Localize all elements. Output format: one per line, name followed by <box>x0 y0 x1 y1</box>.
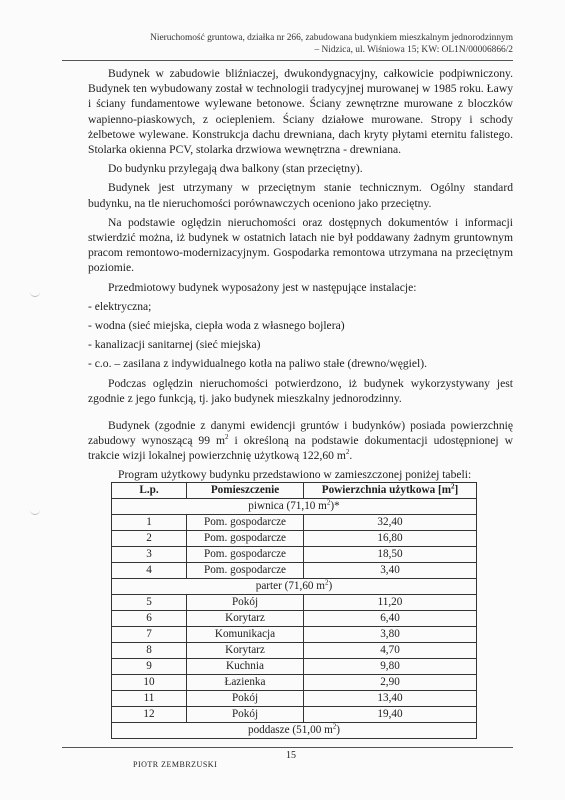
cell-lp: 10 <box>112 675 187 691</box>
page-header <box>93 32 513 56</box>
table-row <box>112 675 477 691</box>
table-caption: Program użytkowy budynku przedstawiono w zamieszczonej poniżej tabeli: <box>118 468 472 481</box>
cell-area: 6,40 <box>304 611 477 627</box>
list-item: - c.o. – zasilana z indywidualnego kotła na paliwo stałe (drewno/węgiel). <box>88 357 428 371</box>
section-row-piwnica <box>112 499 477 515</box>
section-sup: 2 <box>332 722 337 731</box>
table-row <box>112 691 477 707</box>
cell-lp: 2 <box>112 531 187 547</box>
section-end: ) <box>336 724 341 736</box>
cell-room: Korytarz <box>187 643 304 659</box>
cell-room: Pom. gospodarcze <box>187 515 304 531</box>
table-row <box>112 643 477 659</box>
table-row <box>112 595 477 611</box>
section-label <box>112 499 477 515</box>
table-row <box>112 531 477 547</box>
cell-room: Pokój <box>187 595 304 611</box>
area-text-c: . <box>349 449 353 463</box>
cell-area: 16,80 <box>304 531 477 547</box>
table-row <box>112 627 477 643</box>
paragraph-balconies: Do budynku przylegają dwa balkony (stan przeciętny). <box>108 162 363 176</box>
area-text-a: Budynek (zgodnie z danymi ewidencji gruntów i budynków) posiada powierzchnię zabudowy wynoszącą 99 m <box>88 419 513 448</box>
paragraph-area <box>88 418 513 464</box>
cell-room: Komunikacja <box>187 627 304 643</box>
cell-room: Pokój <box>187 691 304 707</box>
footer-author: PIOTR ZEMBRZUSKI <box>133 760 218 769</box>
area-header-sup: 2 <box>451 482 455 491</box>
header-line-1: Nieruchomość gruntowa, działka nr 266, zabudowana budynkiem mieszkalnym jednorodzinnym <box>150 33 513 43</box>
list-item: - wodna (sieć miejska, ciepła woda z własnego bojlera) <box>88 319 345 333</box>
column-header-lp: L.p. <box>112 483 187 499</box>
column-header-area <box>304 483 477 499</box>
section-end: )* <box>330 500 340 512</box>
cell-area: 3,80 <box>304 627 477 643</box>
cell-area: 2,90 <box>304 675 477 691</box>
cell-area: 13,40 <box>304 691 477 707</box>
punch-hole-mark <box>30 290 40 297</box>
footer-divider <box>62 747 513 748</box>
cell-lp: 8 <box>112 643 187 659</box>
section-sup: 2 <box>326 498 331 507</box>
cell-room: Kuchnia <box>187 659 304 675</box>
cell-lp: 5 <box>112 595 187 611</box>
paragraph-installations: Przedmiotowy budynek wyposażony jest w następujące instalacje: <box>108 280 417 294</box>
cell-lp: 9 <box>112 659 187 675</box>
cell-room: Korytarz <box>187 611 304 627</box>
cell-lp: 4 <box>112 563 187 579</box>
list-item: - elektryczna; <box>88 299 152 313</box>
cell-room: Pom. gospodarcze <box>187 563 304 579</box>
table-row <box>112 515 477 531</box>
cell-area: 4,70 <box>304 643 477 659</box>
section-label <box>112 579 477 595</box>
cell-room: Pokój <box>187 707 304 723</box>
section-row-parter <box>112 579 477 595</box>
paragraph-usage: Podczas oględzin nieruchomości potwierdzono, iż budynek wykorzystywany jest zgodnie z jego funkcją, tj. jako budynek mieszkalny jednorodzinny. <box>88 376 513 405</box>
section-label <box>112 723 477 739</box>
table-header-row <box>112 483 477 499</box>
area-text-b: i określoną na podstawie dokumentacji udostępnionej w trakcie wizji lokalnej powierzchnię użytkową 122,60 m <box>88 434 513 463</box>
area-sup: 2 <box>225 433 229 442</box>
document-body <box>88 66 513 468</box>
section-row-poddasze <box>112 723 477 739</box>
cell-area: 18,50 <box>304 547 477 563</box>
page-number: 15 <box>286 750 296 761</box>
cell-room: Pom. gospodarcze <box>187 531 304 547</box>
cell-lp: 12 <box>112 707 187 723</box>
area-sup-2: 2 <box>345 448 350 457</box>
cell-area: 32,40 <box>304 515 477 531</box>
list-item: - kanalizacji sanitarnej (sieć miejska) <box>88 338 261 352</box>
cell-area: 9,80 <box>304 659 477 675</box>
cell-lp: 6 <box>112 611 187 627</box>
punch-hole-mark <box>30 508 40 515</box>
header-divider <box>62 60 513 61</box>
paragraph-renovation: Na podstawie oględzin nieruchomości oraz dostępnych dokumentów i informacji stwierdzić można, iż budynek w ostatnich latach nie był poddawany żadnym gruntownym pracom remontowo-modernizacyjnym. Gospodarka remontowa utrzymana na przeciętnym poziomie. <box>88 215 513 275</box>
area-header-text: Powierzchnia użytkowa [m <box>321 484 452 496</box>
section-text: parter (71,60 m <box>255 580 326 592</box>
section-text: piwnica (71,10 m <box>248 500 327 512</box>
paragraph-construction: Budynek w zabudowie bliźniaczej, dwukondygnacyjny, całkowicie podpiwniczony. Budynek ten wybudowany został w technologii tradycyjnej murowanej w 1985 roku. Ławy i ściany fundamentowe wylewane betonowe. Ściany zewnętrzne murowane z bloczków wapienno-piaskowych, z ociepleniem. Ściany działowe murowane. Stropy i schody żelbetowe wylewane. Konstrukcja dachu drewniana, dach kryty płytami eternitu falistego. Stolarka okienna PCV, stolarka drzwiowa wewnętrzna - drewniana. <box>88 67 513 157</box>
cell-area: 3,40 <box>304 563 477 579</box>
column-header-room: Pomieszczenie <box>187 483 304 499</box>
cell-room: Łazienka <box>187 675 304 691</box>
section-end: ) <box>328 580 333 592</box>
table-row <box>112 659 477 675</box>
cell-lp: 11 <box>112 691 187 707</box>
area-header-end: ] <box>454 484 459 496</box>
cell-lp: 3 <box>112 547 187 563</box>
table-row <box>112 707 477 723</box>
rooms-table <box>111 482 477 739</box>
cell-lp: 7 <box>112 627 187 643</box>
table-row <box>112 547 477 563</box>
header-line-2: – Nidzica, ul. Wiśniowa 15; KW: OL1N/00006866/2 <box>314 45 513 55</box>
cell-area: 19,40 <box>304 707 477 723</box>
section-sup: 2 <box>325 578 329 587</box>
section-text: poddasze (51,00 m <box>247 724 333 736</box>
paragraph-condition: Budynek jest utrzymany w przeciętnym stanie technicznym. Ogólny standard budynku, na tle nieruchomości porównawczych oceniono jako przeciętny. <box>88 181 513 210</box>
cell-room: Pom. gospodarcze <box>187 547 304 563</box>
table-row <box>112 611 477 627</box>
table-row <box>112 563 477 579</box>
cell-area: 11,20 <box>304 595 477 611</box>
cell-lp: 1 <box>112 515 187 531</box>
